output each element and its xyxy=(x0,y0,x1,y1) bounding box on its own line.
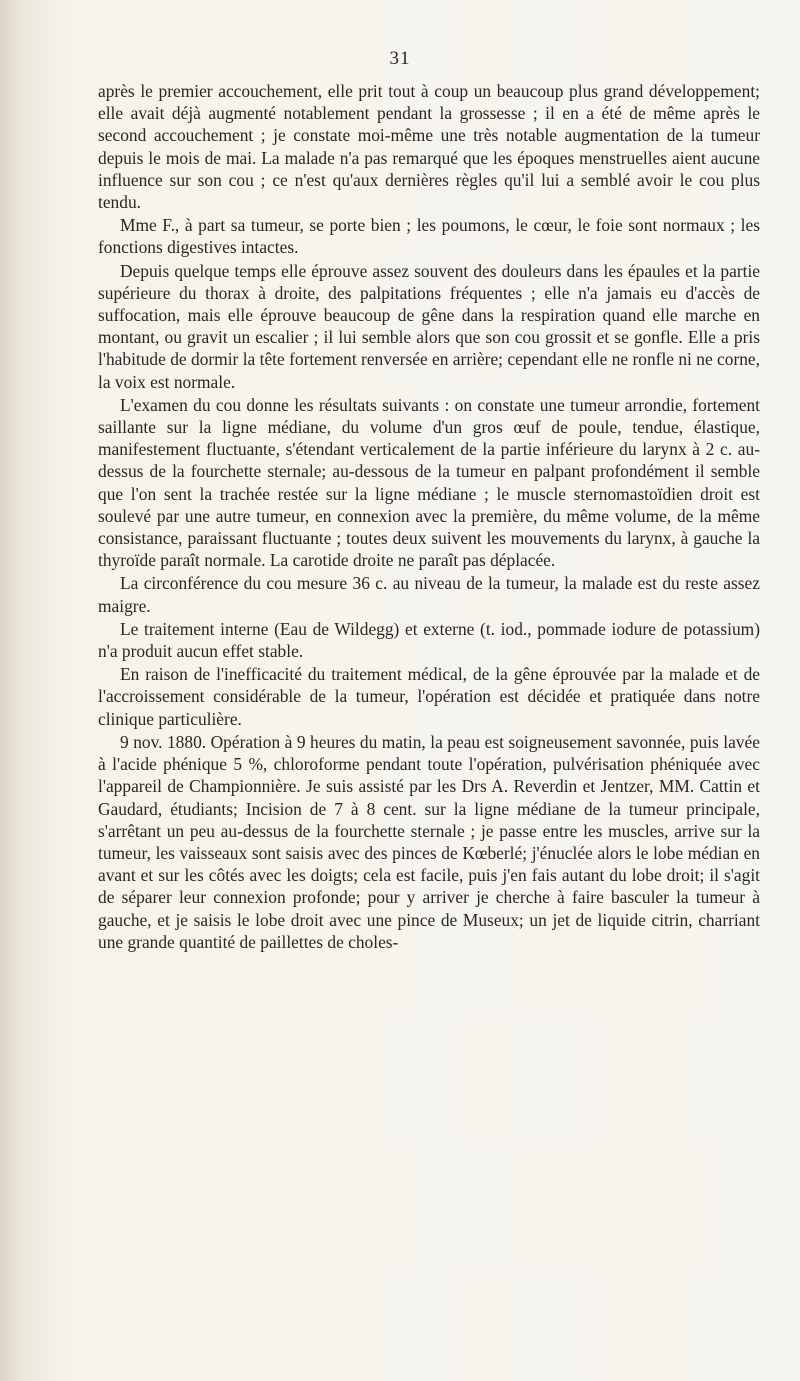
paragraph-1: après le premier accouchement, elle prit tout à coup un beaucoup plus grand développement; elle avait déjà augmenté notablement pendant la grossesse ; il en a été de même après le second accouchement ; je constate moi-même une très notable augmentation de la tumeur depuis le mois de mai. La malade n'a pas remarqué que les époques menstruelles aient aucune influence sur son cou ; ce n'est qu'aux dernières règles qu'il lui a semblé avoir le cou plus tendu. xyxy=(98,81,760,213)
page-number: 31 xyxy=(389,48,411,69)
paragraph-3: Depuis quelque temps elle éprouve assez souvent des douleurs dans les épaules et la partie supérieure du thorax à droite, des palpitations fréquentes ; elle n'a jamais eu d'accès de suffocation, mais elle éprouve beaucoup de gêne dans la respiration quand elle marche en montant, ou gravit un escalier ; il lui semble alors que son cou grossit et se gonfle. Elle a pris l'habitude de dormir la tête fortement renversée en arrière; cependant elle ne ronfle ni ne corne, la voix est normale. xyxy=(98,260,760,392)
body-text xyxy=(98,80,760,953)
paragraph-6: Le traitement interne (Eau de Wildegg) et externe (t. iod., pommade iodure de potassium) n'a produit aucun effet stable. xyxy=(98,618,760,662)
paragraph-8: 9 nov. 1880. Opération à 9 heures du matin, la peau est soigneusement savonnée, puis lavée à l'acide phénique 5 %, chloroforme pendant toute l'opération, pulvérisation phéniquée avec l'appareil de Championnière. Je suis assisté par les Drs A. Reverdin et Jentzer, MM. Cattin et Gaudard, étudiants; Incision de 7 à 8 cent. sur la ligne médiane de la tumeur principale, s'arrêtant un peu au-dessus de la fourchette sternale ; je passe entre les muscles, arrive sur la tumeur, les vaisseaux sont saisis avec des pinces de Kœberlé; j'énuclée alors le lobe médian en avant et sur les côtés avec les doigts; cela est facile, puis j'en fais autant du lobe droit; il s'agit de séparer leur connexion profonde; pour y arriver je cherche à faire basculer la tumeur à gauche, et je saisis le lobe droit avec une pince de Museux; un jet de liquide citrin, charriant une grande quantité de paillettes de choles- xyxy=(98,731,760,952)
paragraph-4: L'examen du cou donne les résultats suivants : on constate une tumeur arrondie, fortement saillante sur la ligne médiane, du volume d'un gros œuf de poule, tendue, élastique, manifestement fluctuante, s'étendant verticalement de la partie inférieure du larynx à 2 c. au-dessus de la fourchette sternale; au-dessous de la tumeur en palpant profondément il semble que l'on sent la trachée restée sur la ligne médiane ; le muscle sternomastoïdien droit est soulevé par une autre tumeur, en connexion avec la première, du même volume, de la même consistance, paraissant fluctuante ; toutes deux suivent les mouvements du larynx, à gauche la thyroïde paraît normale. La carotide droite ne paraît pas déplacée. xyxy=(98,394,760,571)
paragraph-2: Mme F., à part sa tumeur, se porte bien ; les poumons, le cœur, le foie sont normaux ; les fonctions digestives intactes. xyxy=(98,215,760,258)
paragraph-5: La circonférence du cou mesure 36 c. au niveau de la tumeur, la malade est du reste assez maigre. xyxy=(98,573,760,616)
paragraph-7: En raison de l'inefficacité du traitement médical, de la gêne éprouvée par la malade et de l'accroissement considérable de la tumeur, l'opération est décidée et pratiquée dans notre clinique particulière. xyxy=(98,664,760,729)
